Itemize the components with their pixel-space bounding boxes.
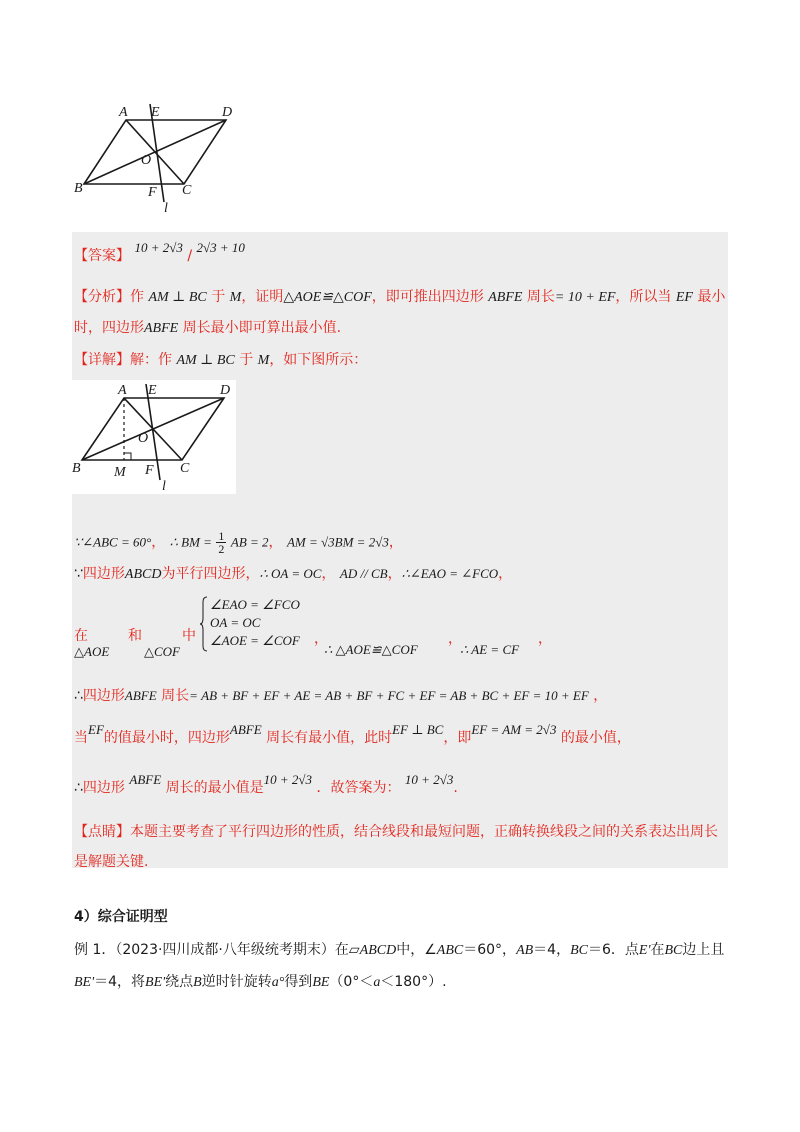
comment-tag: 【点睛】 bbox=[74, 824, 130, 840]
label-m: M bbox=[114, 465, 126, 480]
analysis-text: 于 bbox=[211, 289, 226, 305]
label-e: E bbox=[148, 383, 157, 398]
example-text: 在 bbox=[650, 942, 665, 958]
step-3-zhong: 中 bbox=[182, 628, 196, 644]
example-math: BE bbox=[312, 975, 330, 990]
label-a: A bbox=[119, 105, 128, 120]
step-punct: ， bbox=[388, 534, 403, 551]
analysis-text: 周长 bbox=[526, 289, 555, 305]
right-angle-mark bbox=[124, 453, 131, 460]
step-punct: ， bbox=[498, 566, 513, 582]
step-text: ，即 bbox=[443, 730, 472, 746]
example-text: 中，∠ bbox=[396, 942, 437, 958]
label-a: A bbox=[118, 383, 127, 398]
comment-line-1 bbox=[74, 822, 718, 842]
analysis-math: AM ⊥ BC bbox=[148, 290, 207, 305]
step-punct: ， bbox=[593, 688, 608, 704]
step-3-ae-cf: ∴ AE = CF bbox=[460, 642, 520, 657]
analysis-text: ，即可推出四边形 bbox=[371, 289, 484, 305]
step-3-congruent: ∴ △AOE≌△COF bbox=[324, 642, 418, 657]
analysis-math: EF bbox=[675, 290, 693, 305]
step-math: EF = AM = 2√3 bbox=[471, 722, 557, 737]
analysis-line-2 bbox=[74, 318, 341, 339]
step-text: 为平行四边形， bbox=[161, 566, 260, 582]
example-text: ＝60°， bbox=[463, 942, 517, 958]
step-math: 10 + 2√3 bbox=[404, 772, 454, 787]
step-punct: ， bbox=[387, 566, 402, 582]
step-text: 四边形 bbox=[82, 688, 125, 704]
label-b: B bbox=[72, 461, 81, 476]
figure-parallelogram-1 bbox=[72, 98, 252, 216]
answer-separator: / bbox=[187, 248, 193, 264]
example-text: ＜180°）. bbox=[380, 974, 447, 990]
example-math: B bbox=[193, 975, 202, 990]
answer-line bbox=[74, 240, 245, 266]
answer-value-2: 2√3 + 10 bbox=[196, 240, 245, 255]
label-f: F bbox=[148, 185, 157, 200]
step-3-and: 和 bbox=[128, 628, 142, 644]
example-math: BC bbox=[570, 943, 588, 958]
step-punct: ， bbox=[448, 631, 462, 647]
step-math: EF ⊥ BC bbox=[392, 722, 444, 737]
step-math: ∵∠ABC = 60° bbox=[74, 534, 152, 550]
step-text: 的值最小时，四边形 bbox=[103, 730, 230, 746]
analysis-math: ABFE bbox=[144, 321, 179, 336]
step-punct: ， bbox=[314, 631, 328, 647]
analysis-math: ABFE bbox=[488, 290, 523, 305]
analysis-text: ，证明 bbox=[241, 289, 284, 305]
step-2 bbox=[74, 564, 512, 585]
example-math: a° bbox=[271, 975, 285, 990]
analysis-text: 周长最小即可算出最小值. bbox=[182, 320, 342, 336]
detail-text: 解：作 bbox=[130, 352, 172, 368]
analysis-math: M bbox=[229, 290, 242, 305]
label-c: C bbox=[180, 461, 190, 476]
step-math: AM = √3BM = 2√3 bbox=[286, 534, 389, 550]
step-punct: ， bbox=[151, 534, 166, 551]
example-math: ABC bbox=[436, 943, 464, 958]
fraction-denominator: 2 bbox=[218, 542, 225, 556]
analysis-text: 时，四边形 bbox=[74, 320, 144, 336]
label-d: D bbox=[220, 383, 231, 398]
detail-line bbox=[74, 350, 367, 371]
example-text: （0°＜ bbox=[329, 974, 374, 990]
label-d: D bbox=[222, 105, 233, 120]
step-math: ABFE bbox=[129, 772, 162, 787]
diagonal-ac bbox=[126, 120, 184, 184]
step-1 bbox=[74, 530, 403, 555]
step-punct: ， bbox=[538, 631, 552, 647]
fraction-one-half bbox=[216, 530, 226, 555]
label-o: O bbox=[141, 153, 152, 168]
example-math: BE' bbox=[145, 975, 166, 990]
label-l: l bbox=[164, 201, 168, 216]
step-text: ∴ bbox=[74, 688, 83, 704]
analysis-text: ，所以当 bbox=[615, 289, 672, 305]
label-e: E bbox=[151, 105, 160, 120]
example-math: BE' bbox=[74, 975, 95, 990]
condition-1: ∠EAO = ∠FCO bbox=[210, 597, 300, 612]
step-math: ∴∠EAO = ∠FCO bbox=[401, 566, 499, 581]
step-punct: ， bbox=[321, 566, 336, 582]
step-6 bbox=[74, 772, 458, 798]
analysis-math: △AOE≌△COF bbox=[283, 290, 372, 305]
detail-math: AM ⊥ BC bbox=[176, 353, 235, 368]
comment-line-2 bbox=[74, 852, 148, 872]
step-text: 当 bbox=[74, 730, 88, 746]
fraction-numerator: 1 bbox=[218, 529, 225, 543]
step-math: ABCD bbox=[124, 567, 162, 582]
example-text: 例 1．（2023·四川成都·八年级统考期末）在▱ bbox=[74, 942, 360, 958]
step-text: 周长的最小值是 bbox=[165, 780, 264, 796]
step-math: ∴ OA = OC bbox=[259, 566, 322, 581]
step-math: ∴ BM = bbox=[169, 534, 212, 550]
step-text: 的最小值， bbox=[560, 730, 631, 746]
example-math: BC bbox=[664, 943, 683, 958]
example-text: 逆时针旋转 bbox=[201, 974, 272, 990]
example-line-2 bbox=[74, 972, 447, 993]
example-math: ABCD bbox=[359, 943, 397, 958]
left-brace bbox=[200, 596, 208, 652]
step-3-triangle-aoe: △AOE bbox=[74, 644, 110, 659]
step-text: 四边形 bbox=[82, 566, 125, 582]
condition-3: ∠AOE = ∠COF bbox=[210, 633, 300, 648]
example-text: ＝4， bbox=[533, 942, 571, 958]
step-math: ABFE bbox=[124, 688, 157, 703]
condition-2: OA = OC bbox=[210, 615, 261, 630]
answer-value-1: 10 + 2√3 bbox=[134, 240, 183, 255]
step-punct: ， bbox=[268, 534, 283, 551]
analysis-text: 作 bbox=[130, 289, 144, 305]
label-b: B bbox=[74, 181, 83, 196]
analysis-text: 最小 bbox=[697, 289, 726, 305]
step-math: AB = 2 bbox=[230, 534, 269, 550]
example-math: a bbox=[373, 975, 381, 990]
example-math: E' bbox=[638, 943, 651, 958]
answer-tag: 【答案】 bbox=[74, 248, 130, 264]
section-heading: 4）综合证明型 bbox=[74, 909, 168, 925]
example-text: 得到 bbox=[284, 974, 313, 990]
step-text: ∵ bbox=[74, 566, 83, 582]
label-f: F bbox=[145, 463, 154, 478]
step-math: = AB + BF + EF + AE = AB + BF + FC + EF = AB + BC + EF = 10 + EF bbox=[189, 688, 589, 703]
example-text: 边上且 bbox=[682, 942, 725, 958]
step-5 bbox=[74, 722, 631, 748]
example-text: 绕点 bbox=[165, 974, 194, 990]
example-line-1 bbox=[74, 940, 724, 961]
label-o: O bbox=[138, 431, 149, 446]
detail-text: 于 bbox=[239, 352, 254, 368]
analysis-tag: 【分析】 bbox=[74, 289, 130, 305]
example-text: ＝6．点 bbox=[587, 942, 639, 958]
detail-math: M bbox=[257, 353, 270, 368]
step-text: ．故答案为： bbox=[316, 780, 401, 796]
comment-text: 本题主要考查了平行四边形的性质，结合线段和最短问题，正确转换线段之间的关系表达出周长 bbox=[130, 824, 718, 840]
analysis-line-1 bbox=[74, 287, 725, 308]
step-3-in: 在 bbox=[74, 628, 88, 644]
comment-text: 是解题关键. bbox=[74, 854, 149, 870]
step-text: ∴ bbox=[74, 780, 83, 796]
label-l: l bbox=[162, 479, 166, 494]
analysis-math: = 10 + EF bbox=[554, 290, 616, 305]
step-text: 四边形 bbox=[82, 780, 125, 796]
step-punct: . bbox=[453, 780, 458, 796]
step-math: AD // CB bbox=[339, 566, 388, 581]
figure-parallelogram-2 bbox=[72, 380, 236, 494]
step-text: 周长有最小值，此时 bbox=[266, 730, 393, 746]
step-3-triangle-cof: △COF bbox=[144, 644, 180, 659]
congruence-conditions bbox=[200, 596, 320, 652]
label-c: C bbox=[182, 183, 192, 198]
step-math: EF bbox=[88, 722, 104, 737]
detail-text: ，如下图所示： bbox=[269, 352, 368, 368]
step-text: 周长 bbox=[161, 688, 190, 704]
step-math: 10 + 2√3 bbox=[263, 772, 313, 787]
example-text: ＝4，将 bbox=[94, 974, 146, 990]
example-math: AB bbox=[516, 943, 534, 958]
detail-tag: 【详解】 bbox=[74, 352, 130, 368]
step-4 bbox=[74, 686, 607, 706]
step-math: ABFE bbox=[229, 722, 262, 737]
